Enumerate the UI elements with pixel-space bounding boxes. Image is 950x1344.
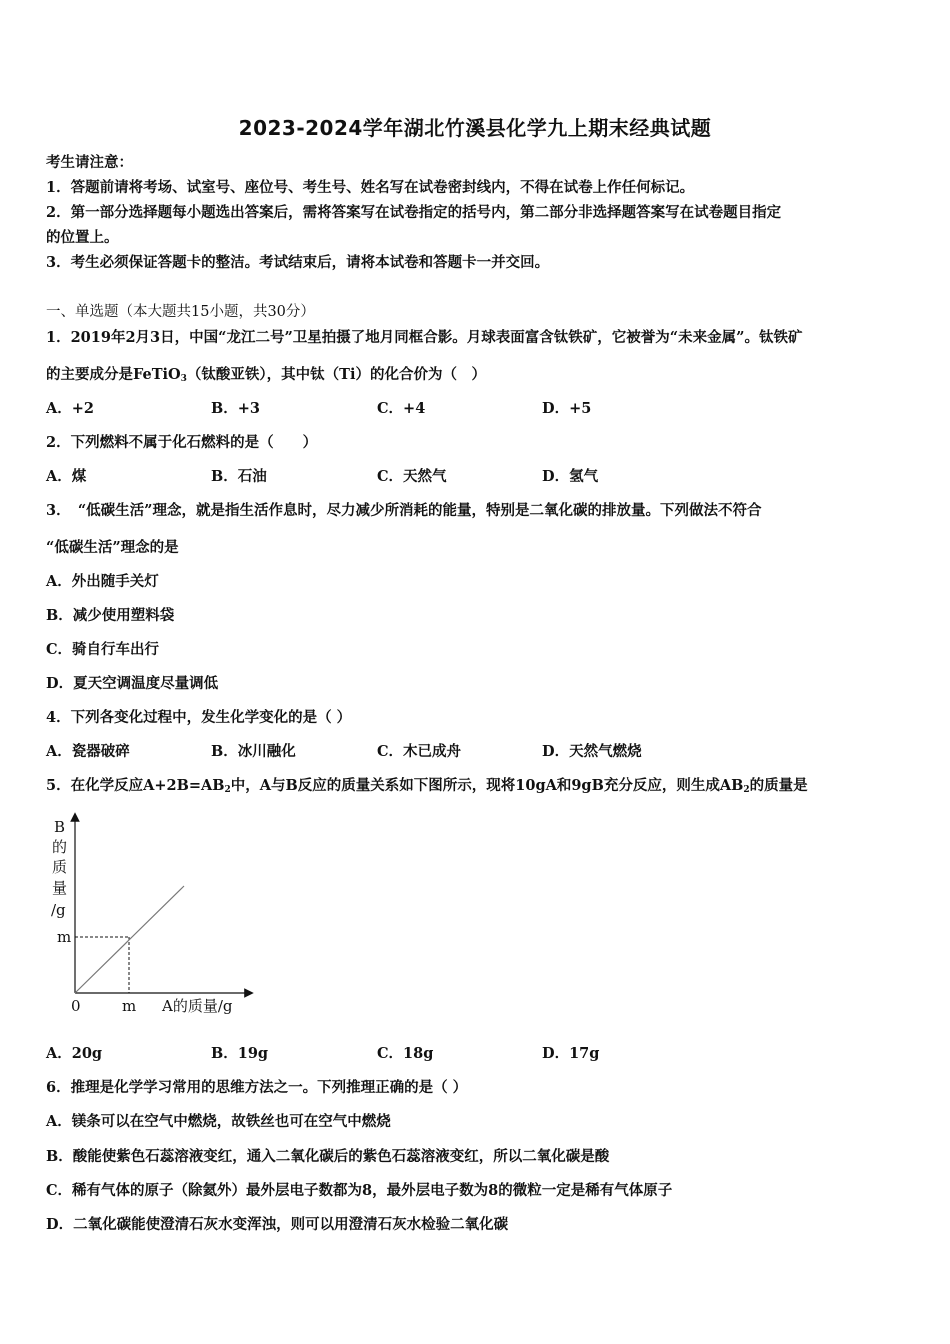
q4-option-c[interactable]: C．木已成舟 [377, 743, 462, 760]
q6-option-a[interactable]: A．镁条可以在空气中燃烧，故铁丝也可在空气中燃烧 [46, 1113, 391, 1130]
q1-option-d[interactable]: D．+5 [542, 400, 592, 417]
page-title: 2023-2024学年湖北竹溪县化学九上期末经典试题 [238, 116, 712, 140]
q1-option-b[interactable]: B．+3 [211, 400, 260, 417]
q2-option-d[interactable]: D．氢气 [542, 468, 599, 485]
notice-item-2-cont: 的位置上。 [46, 229, 119, 246]
q1-stem-post: （钛酸亚铁），其中钛（Ti）的化合价为（ ） [186, 366, 486, 383]
y-tick-m: m [57, 928, 72, 946]
y-label-1: B [54, 818, 66, 836]
q5-stem-part1: 5．在化学反应A+2B=AB [46, 777, 225, 794]
y-label-4: 量 [52, 879, 68, 897]
mass-relation-graph [44, 812, 264, 1022]
q1-stem-line2 [46, 363, 486, 384]
q5-sub-1: 2 [224, 785, 231, 795]
x-tick-m: m [122, 997, 137, 1015]
y-label-3: 质 [52, 858, 68, 876]
q2-option-b[interactable]: B．石油 [211, 468, 267, 485]
q3-stem-line2: “低碳生活”理念的是 [46, 539, 179, 556]
q3-stem-line1: 3． “低碳生活”理念，就是指生活作息时，尽力减少所消耗的能量，特别是二氧化碳的排放量。下列做法不符合 [46, 502, 762, 519]
notice-item-2: 2．第一部分选择题每小题选出答案后，需将答案写在试卷指定的括号内，第二部分非选择题答案写在试卷题目指定 [46, 204, 782, 221]
q1-formula-sub: 3 [180, 374, 187, 384]
section-heading: 一、单选题（本大题共15小题，共30分） [46, 304, 315, 320]
q4-option-b[interactable]: B．冰川融化 [211, 743, 296, 760]
q6-option-d[interactable]: D．二氧化碳能使澄清石灰水变浑浊，则可以用澄清石灰水检验二氧化碳 [46, 1216, 509, 1233]
q5-stem-part3: 的质量是 [749, 777, 808, 794]
y-label-2: 的 [52, 838, 68, 856]
notice-item-1: 1．答题前请将考场、试室号、座位号、考生号、姓名写在试卷密封线内，不得在试卷上作任何标记。 [46, 179, 695, 196]
q6-option-c[interactable]: C．稀有气体的原子（除氦外）最外层电子数都为8，最外层电子数为8的微粒一定是稀有气体原子 [46, 1182, 673, 1199]
q2-stem: 2．下列燃料不属于化石燃料的是（ ） [46, 434, 318, 451]
q3-option-d[interactable]: D．夏天空调温度尽量调低 [46, 675, 219, 692]
q5-option-a[interactable]: A．20g [46, 1045, 103, 1062]
x-axis-label: A的质量/g [162, 997, 233, 1015]
q3-option-c[interactable]: C．骑自行车出行 [46, 641, 160, 658]
proportional-line [75, 886, 184, 993]
notice-heading: 考生请注意： [46, 154, 133, 171]
q4-stem: 4．下列各变化过程中，发生化学变化的是（ ） [46, 709, 352, 726]
q1-stem-line1: 1．2019年2月3日，中国“龙江二号”卫星拍摄了地月同框合影。月球表面富含钛铁矿，它被誉为“未来金属”。钛铁矿 [46, 329, 803, 346]
q3-option-a[interactable]: A．外出随手关灯 [46, 573, 159, 590]
q2-option-c[interactable]: C．天然气 [377, 468, 447, 485]
q1-formula-pre: 的主要成分是FeTiO [46, 366, 181, 383]
q5-stem-part2: 中，A与B反应的质量关系如下图所示，现将10gA和9gB充分反应，则生成AB [230, 777, 744, 794]
q1-option-a[interactable]: A．+2 [46, 400, 94, 417]
q5-option-b[interactable]: B．19g [211, 1045, 269, 1062]
notice-item-3: 3．考生必须保证答题卡的整洁。考试结束后，请将本试卷和答题卡一并交回。 [46, 254, 550, 271]
origin-label: 0 [71, 997, 81, 1015]
q5-option-d[interactable]: D．17g [542, 1045, 600, 1062]
q5-sub-2: 2 [743, 785, 750, 795]
q5-option-c[interactable]: C．18g [377, 1045, 434, 1062]
q6-stem: 6．推理是化学学习常用的思维方法之一。下列推理正确的是（ ） [46, 1079, 468, 1096]
q5-stem [46, 774, 808, 795]
y-label-5: /g [51, 901, 66, 919]
q4-option-a[interactable]: A．瓷器破碎 [46, 743, 130, 760]
q1-option-c[interactable]: C．+4 [377, 400, 426, 417]
q2-option-a[interactable]: A．煤 [46, 468, 87, 485]
q3-option-b[interactable]: B．减少使用塑料袋 [46, 607, 175, 624]
q6-option-b[interactable]: B．酸能使紫色石蕊溶液变红，通入二氧化碳后的紫色石蕊溶液变红，所以二氧化碳是酸 [46, 1148, 610, 1165]
q4-option-d[interactable]: D．天然气燃烧 [542, 743, 642, 760]
